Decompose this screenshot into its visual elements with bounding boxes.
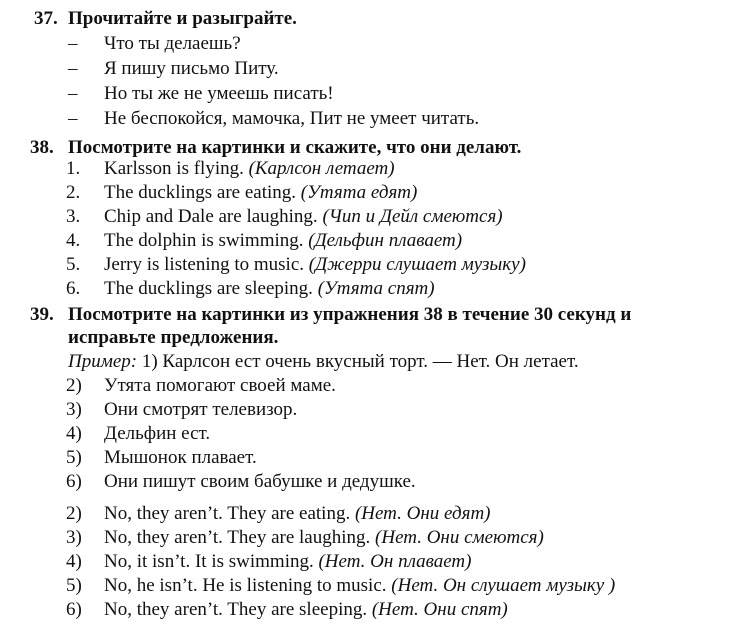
ex38-item-ru: (Чип и Дейл смеются) [322, 206, 503, 227]
ex39-answer-ru: (Нет. Они едят) [354, 503, 491, 524]
ex39-example-text: 1) Карлсон ест очень вкусный торт. — Нет. Он летает. [141, 351, 579, 372]
ex39-number: 39. [30, 304, 54, 325]
ex39-answer-ru: (Нет. Они смеются) [375, 527, 544, 548]
ex37-line: Но ты же не умеешь писать! [104, 83, 334, 104]
ex38-item-num: 1. [66, 158, 81, 179]
ex39-answer [104, 551, 471, 573]
ex39-answer-num: 4) [66, 551, 82, 572]
ex38-item [104, 254, 526, 276]
ex39-statement-num: 2) [66, 375, 82, 396]
ex38-title: Посмотрите на картинки и скажите, что они делают. [68, 137, 522, 158]
ex39-answer-en: No, they aren’t. They are sleeping. [104, 599, 368, 620]
ex39-answer-num: 5) [66, 575, 82, 596]
ex39-answer [104, 503, 491, 525]
ex39-answer [104, 599, 508, 621]
ex39-statement: Мышонок плавает. [104, 447, 257, 468]
ex38-item-num: 4. [66, 230, 81, 251]
ex38-item-num: 3. [66, 206, 81, 227]
ex37-line: Я пишу письмо Питу. [104, 58, 279, 79]
ex37-dash: – [68, 108, 78, 129]
ex39-answer-ru: (Нет. Он слушает музыку ) [391, 575, 616, 596]
ex38-item-num: 6. [66, 278, 81, 299]
ex38-item-ru: (Утята спят) [317, 278, 435, 299]
ex37-dash: – [68, 83, 78, 104]
ex37-line: Что ты делаешь? [104, 33, 241, 54]
ex38-item-ru: (Дельфин плавает) [308, 230, 463, 251]
ex38-item [104, 182, 417, 204]
ex38-item-ru: (Карлсон летает) [248, 158, 395, 179]
ex39-answer-num: 6) [66, 599, 82, 620]
ex37-line: Не беспокойся, мамочка, Пит не умеет читать. [104, 108, 480, 129]
ex39-example [68, 351, 579, 373]
ex39-statement-num: 4) [66, 423, 82, 444]
ex38-item [104, 278, 435, 300]
ex38-item-ru: (Джерри слушает музыку) [308, 254, 526, 275]
ex39-statement: Они пишут своим бабушке и дедушке. [104, 471, 416, 492]
ex38-item-en: The ducklings are eating. [104, 182, 297, 203]
ex39-answer-en: No, they aren’t. They are laughing. [104, 527, 371, 548]
ex38-item-en: Jerry is listening to music. [104, 254, 305, 275]
ex37-title: Прочитайте и разыграйте. [68, 8, 297, 29]
ex39-answer-en: No, it isn’t. It is swimming. [104, 551, 314, 572]
ex39-answer-ru: (Нет. Они спят) [371, 599, 508, 620]
ex39-statement: Они смотрят телевизор. [104, 399, 298, 420]
ex39-statement-num: 6) [66, 471, 82, 492]
ex39-answer-num: 3) [66, 527, 82, 548]
ex38-item-ru: (Утята едят) [300, 182, 418, 203]
ex39-statement-num: 3) [66, 399, 82, 420]
ex37-number: 37. [34, 8, 58, 29]
ex38-item-en: The dolphin is swimming. [104, 230, 304, 251]
ex39-answer-en: No, he isn’t. He is listening to music. [104, 575, 387, 596]
ex38-item-num: 5. [66, 254, 81, 275]
ex38-item-en: Chip and Dale are laughing. [104, 206, 318, 227]
ex37-dash: – [68, 33, 78, 54]
ex39-title-line2: исправьте предложения. [68, 327, 279, 348]
ex38-item-num: 2. [66, 182, 81, 203]
ex37-dash: – [68, 58, 78, 79]
ex38-number: 38. [30, 137, 54, 158]
ex38-item-en: Karlsson is flying. [104, 158, 244, 179]
ex39-answer [104, 575, 615, 597]
ex39-answer-en: No, they aren’t. They are eating. [104, 503, 351, 524]
ex38-item [104, 158, 395, 180]
ex39-statement-num: 5) [66, 447, 82, 468]
ex39-answer-num: 2) [66, 503, 82, 524]
ex39-title-line1: Посмотрите на картинки из упражнения 38 в течение 30 секунд и [68, 304, 632, 325]
ex39-answer [104, 527, 544, 549]
ex38-item [104, 230, 462, 252]
ex39-example-label: Пример: [68, 351, 138, 372]
ex39-answer-ru: (Нет. Он плавает) [318, 551, 472, 572]
ex38-item-en: The ducklings are sleeping. [104, 278, 313, 299]
ex39-statement: Дельфин ест. [104, 423, 211, 444]
ex38-item [104, 206, 503, 228]
ex39-statement: Утята помогают своей маме. [104, 375, 336, 396]
